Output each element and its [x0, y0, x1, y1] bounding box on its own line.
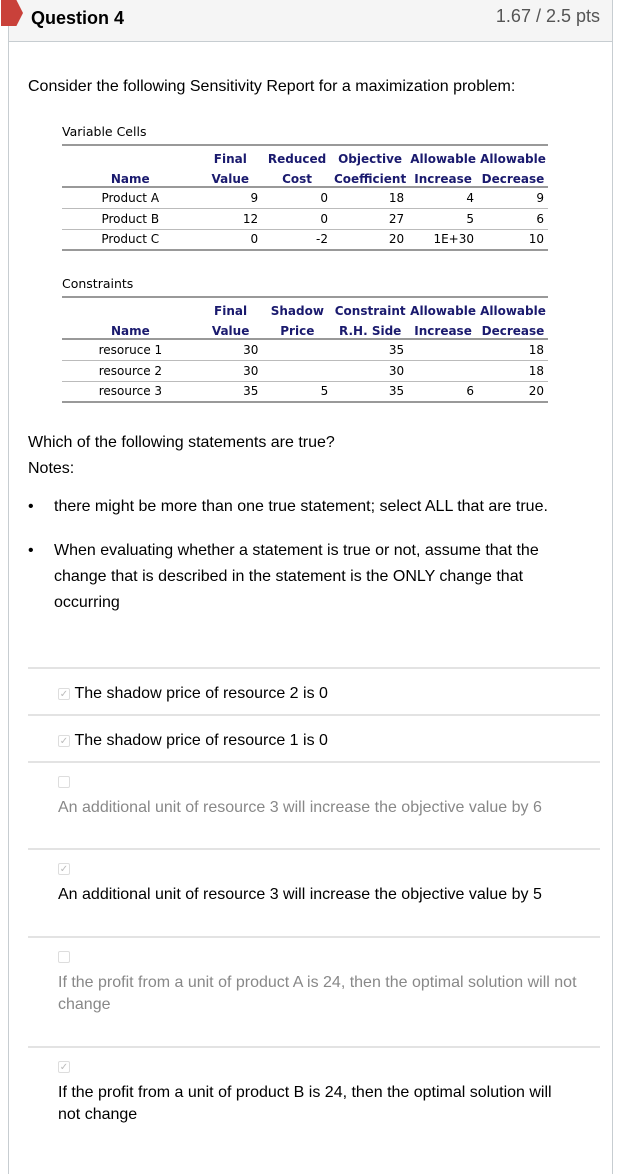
answer-text: The shadow price of resource 1 is 0	[74, 732, 328, 749]
cell-value: 35	[332, 339, 408, 360]
column-header: R.H. Side	[332, 318, 408, 339]
cell-value: 27	[332, 208, 408, 229]
answer-text: If the profit from a unit of product A is 24, then the optimal solution will not change	[58, 974, 577, 1013]
answer-option[interactable]	[28, 936, 600, 1046]
question-header	[9, 0, 612, 42]
column-header: Decrease	[478, 318, 548, 339]
cell-value: 4	[408, 187, 478, 208]
question-intro: Consider the following Sensitivity Report for a maximization problem:	[28, 78, 516, 95]
checkbox-checked-icon[interactable]: ✓	[59, 1061, 69, 1073]
prompt	[28, 430, 335, 482]
cell-value: 20	[478, 381, 548, 402]
header-row	[62, 297, 548, 318]
header-row	[62, 166, 548, 187]
notes-list	[28, 494, 588, 634]
cell-value: 30	[199, 339, 263, 360]
cell-value: 9	[199, 187, 263, 208]
column-header: Value	[199, 166, 263, 187]
column-header: Allowable	[480, 304, 546, 318]
flag-icon[interactable]	[1, 0, 23, 26]
variable-cells-report	[62, 124, 548, 251]
cell-value	[408, 360, 478, 381]
checkbox-unchecked-icon[interactable]	[58, 776, 70, 788]
cell-value: 5	[262, 381, 332, 402]
cell-value: 12	[199, 208, 263, 229]
answer-option[interactable]	[28, 667, 600, 714]
column-header: Price	[262, 318, 332, 339]
question-score: 1.67 / 2.5 pts	[495, 6, 600, 26]
answer-text: An additional unit of resource 3 will increase the objective value by 6	[58, 799, 542, 816]
notes-label: Notes:	[28, 460, 75, 477]
cell-value: 0	[262, 208, 332, 229]
question-title: Question 4	[31, 8, 125, 28]
constraints-report	[62, 276, 548, 403]
column-header: Shadow	[270, 304, 324, 318]
row-name: Product B	[62, 208, 199, 229]
cell-value: 20	[332, 229, 408, 250]
cell-value: 35	[332, 381, 408, 402]
checkbox-checked-icon[interactable]: ✓	[59, 688, 69, 700]
row-name: resoruce 1	[62, 339, 199, 360]
column-header: Decrease	[478, 166, 548, 187]
cell-value: 6	[408, 381, 478, 402]
note-item: • When evaluating whether a statement is true or not, assume that the change that is described in the statement is the ONLY change that occurring	[28, 538, 588, 616]
cell-value	[408, 339, 478, 360]
answer-option[interactable]	[28, 1046, 600, 1156]
cell-value: 5	[408, 208, 478, 229]
row-name: Product A	[62, 187, 199, 208]
column-header: Reduced	[267, 152, 327, 166]
answer-text: The shadow price of resource 2 is 0	[74, 685, 328, 702]
report-caption: Constraints	[62, 276, 134, 291]
cell-value: 18	[478, 339, 548, 360]
column-header: Final	[213, 152, 247, 166]
column-header: Name	[62, 318, 199, 339]
answer-option[interactable]	[28, 848, 600, 936]
table-row	[62, 381, 548, 402]
column-header: Coefficient	[332, 166, 408, 187]
answer-option[interactable]	[28, 714, 600, 761]
cell-value: 6	[478, 208, 548, 229]
table-row	[62, 360, 548, 381]
report-caption: Variable Cells	[62, 124, 147, 139]
prompt-text: Which of the following statements are true?	[28, 434, 335, 451]
column-header: Constraint	[334, 304, 406, 318]
cell-value: 0	[262, 187, 332, 208]
column-header: Allowable	[480, 152, 546, 166]
column-header	[62, 297, 199, 318]
column-header: Final	[214, 304, 248, 318]
column-header: Objective	[338, 152, 403, 166]
header-row	[62, 318, 548, 339]
cell-value: 30	[199, 360, 263, 381]
checkbox-checked-icon[interactable]: ✓	[59, 863, 69, 875]
cell-value: 30	[332, 360, 408, 381]
row-name: resource 2	[62, 360, 199, 381]
row-name: resource 3	[62, 381, 199, 402]
column-header: Increase	[408, 318, 478, 339]
checkbox-unchecked-icon[interactable]	[58, 951, 70, 963]
table-row	[62, 229, 548, 250]
note-item: • there might be more than one true statement; select ALL that are true.	[28, 494, 588, 520]
column-header: Cost	[262, 166, 332, 187]
cell-value	[262, 360, 332, 381]
cell-value: 35	[199, 381, 263, 402]
cell-value: 9	[478, 187, 548, 208]
cell-value	[262, 339, 332, 360]
row-name: Product C	[62, 229, 199, 250]
cell-value: 18	[478, 360, 548, 381]
column-header: Value	[199, 318, 263, 339]
table-row	[62, 187, 548, 208]
variable-cells-table	[62, 144, 548, 251]
column-header: Increase	[408, 166, 478, 187]
table-row	[62, 208, 548, 229]
cell-value: 1E+30	[408, 229, 478, 250]
column-header: Name	[62, 166, 199, 187]
checkbox-checked-icon[interactable]: ✓	[59, 735, 69, 747]
cell-value: -2	[262, 229, 332, 250]
answer-text: If the profit from a unit of product B is 24, then the optimal solution will not change	[58, 1084, 552, 1123]
table-row	[62, 339, 548, 360]
constraints-table	[62, 296, 548, 403]
column-header	[62, 145, 199, 166]
answer-option[interactable]	[28, 761, 600, 848]
answer-text: An additional unit of resource 3 will increase the objective value by 5	[58, 886, 542, 903]
header-row	[62, 145, 548, 166]
cell-value: 18	[332, 187, 408, 208]
cell-value: 10	[478, 229, 548, 250]
column-header: Allowable	[410, 152, 476, 166]
cell-value: 0	[199, 229, 263, 250]
column-header: Allowable	[410, 304, 476, 318]
